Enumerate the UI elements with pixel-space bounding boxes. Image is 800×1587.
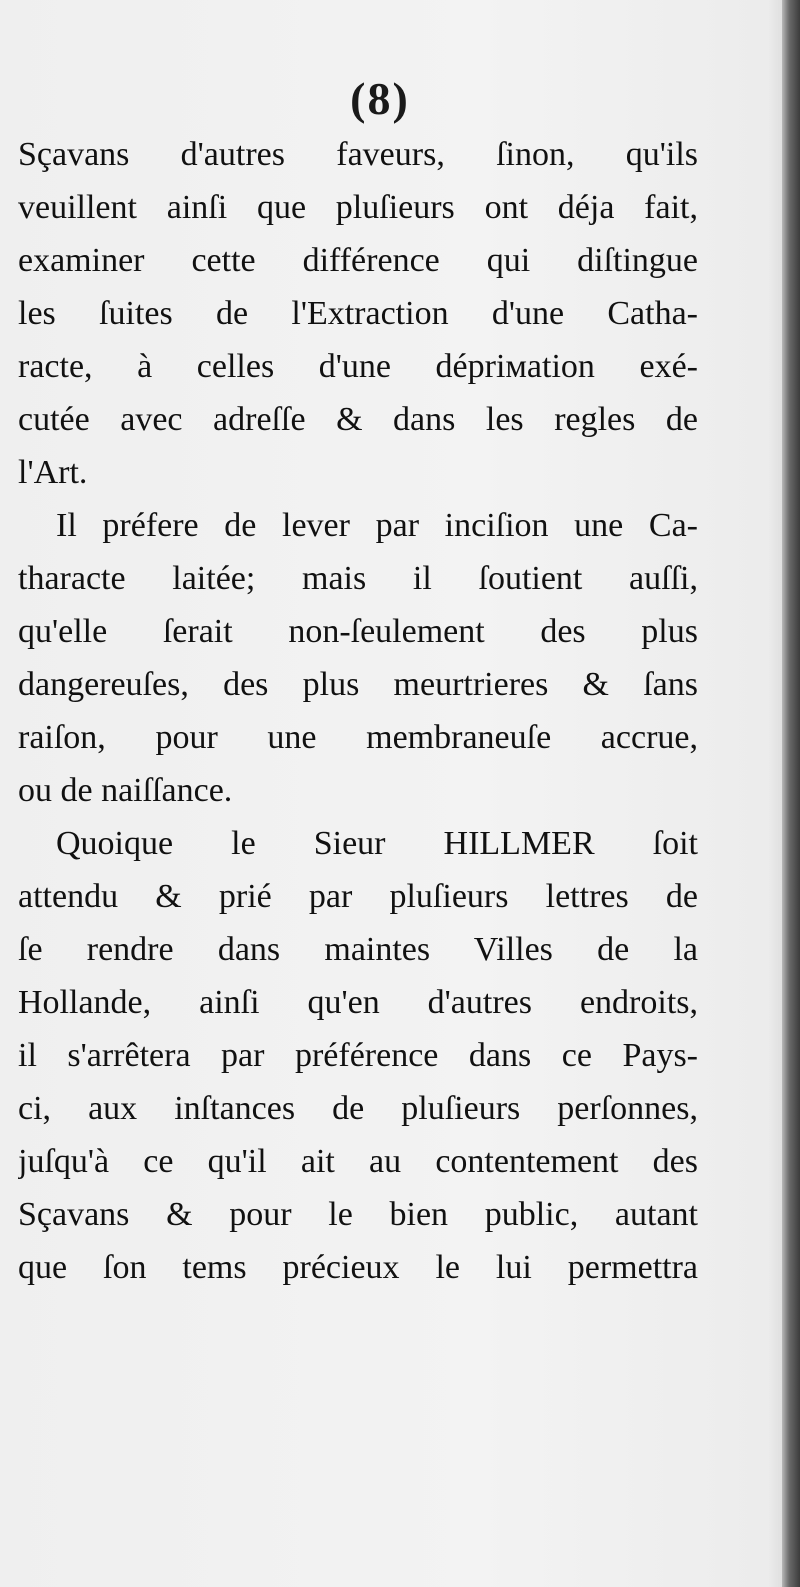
page-gutter-shadow (782, 0, 800, 1587)
text-line: ſe rendre dans maintes Villes de la (18, 931, 698, 968)
text-line: Quoique le Sieur HILLMER ſoit (56, 825, 698, 862)
text-line: racte, à celles d'une dépriмation exé- (18, 348, 698, 385)
text-line: raiſon, pour une membraneuſe accrue, (18, 719, 698, 756)
text-line: ou de naiſſance. (18, 772, 233, 809)
text-line: dangereuſes, des plus meurtrieres & ſans (18, 666, 698, 703)
text-line: Sçavans d'autres faveurs, ſinon, qu'ils (18, 136, 698, 173)
text-line: cutée avec adreſſe & dans les regles de (18, 401, 698, 438)
text-line: il s'arrêtera par préférence dans ce Pays- (18, 1037, 698, 1074)
page-number: (8) (350, 73, 410, 124)
text-line: examiner cette différence qui diſtingue (18, 242, 698, 279)
text-line: tharacte laitée; mais il ſoutient auſſi, (18, 560, 698, 597)
text-line: les ſuites de l'Extraction d'une Catha- (18, 295, 698, 332)
text-line: Sçavans & pour le bien public, autant (18, 1196, 698, 1233)
text-line: l'Art. (18, 454, 88, 491)
text-line: ci, aux inſtances de pluſieurs perſonnes, (18, 1090, 698, 1127)
text-line: attendu & prié par pluſieurs lettres de (18, 878, 698, 915)
text-line: qu'elle ſerait non-ſeulement des plus (18, 613, 698, 650)
text-line: veuillent ainſi que pluſieurs ont déja fait, (18, 189, 698, 226)
text-line: Il préfere de lever par inciſion une Ca- (56, 507, 698, 544)
text-line: Hollande, ainſi qu'en d'autres endroits, (18, 984, 698, 1021)
text-line: que ſon tems précieux le lui permettra (18, 1249, 698, 1286)
body-text (18, 128, 698, 1294)
text-line: juſqu'à ce qu'il ait au contentement des (18, 1143, 698, 1180)
